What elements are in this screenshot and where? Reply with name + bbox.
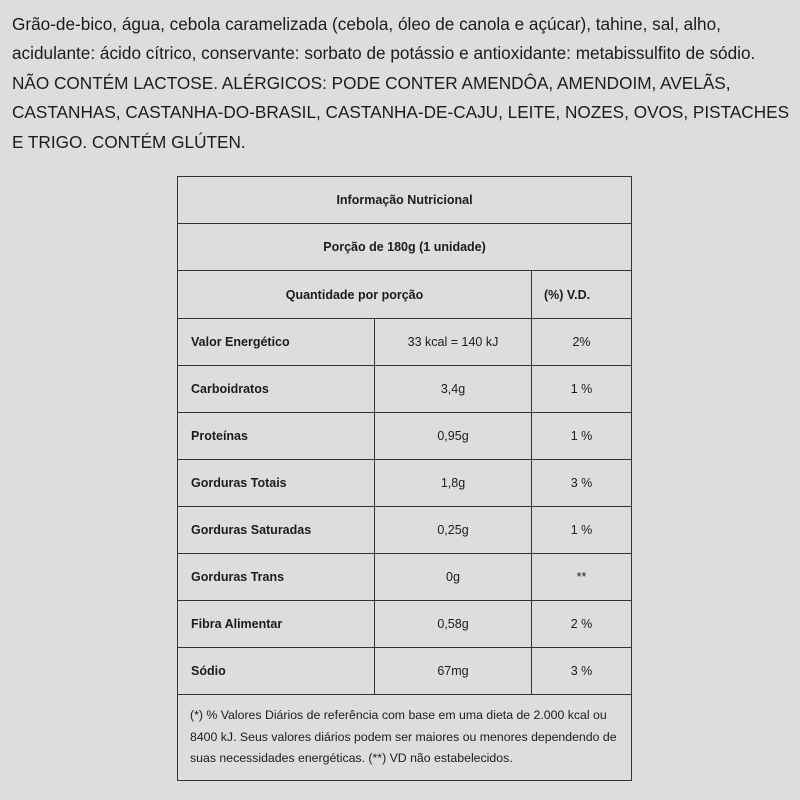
table-row bbox=[178, 413, 632, 460]
table-row bbox=[178, 554, 632, 601]
nutrient-amount: 0,58g bbox=[375, 601, 532, 648]
footnote-line: (*) % Valores Diários de referência com base em uma dieta de 2.000 kcal ou bbox=[190, 708, 607, 723]
footnote bbox=[178, 695, 632, 781]
portion-row bbox=[178, 224, 632, 271]
quantity-header: Quantidade por porção bbox=[178, 271, 532, 319]
nutrient-name: Gorduras Totais bbox=[178, 460, 375, 507]
table-row bbox=[178, 601, 632, 648]
nutrient-amount: 1,8g bbox=[375, 460, 532, 507]
ingredients-line: NÃO CONTÉM LACTOSE. ALÉRGICOS: PODE CONTER AMENDÔA, AMENDOIM, AVELÃS, bbox=[12, 72, 731, 93]
ingredients-line: acidulante: ácido cítrico, conservante: sorbato de potássio e antioxidante: metabissulfito de sódio. bbox=[12, 43, 756, 64]
nutrient-daily-value: ** bbox=[532, 554, 632, 601]
portion-size: Porção de 180g (1 unidade) bbox=[178, 224, 632, 271]
table-row bbox=[178, 460, 632, 507]
nutrient-name: Fibra Alimentar bbox=[178, 601, 375, 648]
nutrition-title: Informação Nutricional bbox=[178, 177, 632, 224]
nutrient-amount: 3,4g bbox=[375, 366, 532, 413]
nutrient-daily-value: 2% bbox=[532, 319, 632, 366]
daily-value-header: (%) V.D. bbox=[532, 271, 632, 319]
nutrient-amount: 0,95g bbox=[375, 413, 532, 460]
nutrient-daily-value: 3 % bbox=[532, 460, 632, 507]
nutrient-daily-value: 2 % bbox=[532, 601, 632, 648]
nutrient-name: Gorduras Trans bbox=[178, 554, 375, 601]
nutrient-amount: 0,25g bbox=[375, 507, 532, 554]
footnote-line: 8400 kJ. Seus valores diários podem ser maiores ou menores dependendo de bbox=[190, 729, 617, 744]
ingredients-line: Grão-de-bico, água, cebola caramelizada (cebola, óleo de canola e açúcar), tahine, sal, alho, bbox=[12, 14, 721, 34]
nutrient-name: Valor Energético bbox=[178, 319, 375, 366]
nutrient-name: Carboidratos bbox=[178, 366, 375, 413]
nutrient-name: Gorduras Saturadas bbox=[178, 507, 375, 554]
nutrition-title-row bbox=[178, 177, 632, 224]
nutrient-amount: 0g bbox=[375, 554, 532, 601]
ingredients-line: E TRIGO. CONTÉM GLÚTEN. bbox=[12, 131, 246, 152]
nutrient-amount: 33 kcal = 140 kJ bbox=[375, 319, 532, 366]
table-row bbox=[178, 319, 632, 366]
nutrient-name: Sódio bbox=[178, 648, 375, 695]
nutrient-daily-value: 1 % bbox=[532, 413, 632, 460]
ingredients-text bbox=[12, 10, 796, 157]
table-row bbox=[178, 366, 632, 413]
header-row bbox=[178, 271, 632, 319]
footnote-line: suas necessidades energéticas. (**) VD não estabelecidos. bbox=[190, 751, 513, 766]
ingredients-line: CASTANHAS, CASTANHA-DO-BRASIL, CASTANHA-DE-CAJU, LEITE, NOZES, OVOS, PISTACHES bbox=[12, 102, 790, 123]
nutrient-name: Proteínas bbox=[178, 413, 375, 460]
nutrient-daily-value: 1 % bbox=[532, 507, 632, 554]
footnote-row bbox=[178, 695, 632, 781]
nutrient-daily-value: 3 % bbox=[532, 648, 632, 695]
nutrient-amount: 67mg bbox=[375, 648, 532, 695]
nutrient-daily-value: 1 % bbox=[532, 366, 632, 413]
table-row bbox=[178, 648, 632, 695]
table-row bbox=[178, 507, 632, 554]
nutrition-facts-table bbox=[177, 176, 632, 781]
